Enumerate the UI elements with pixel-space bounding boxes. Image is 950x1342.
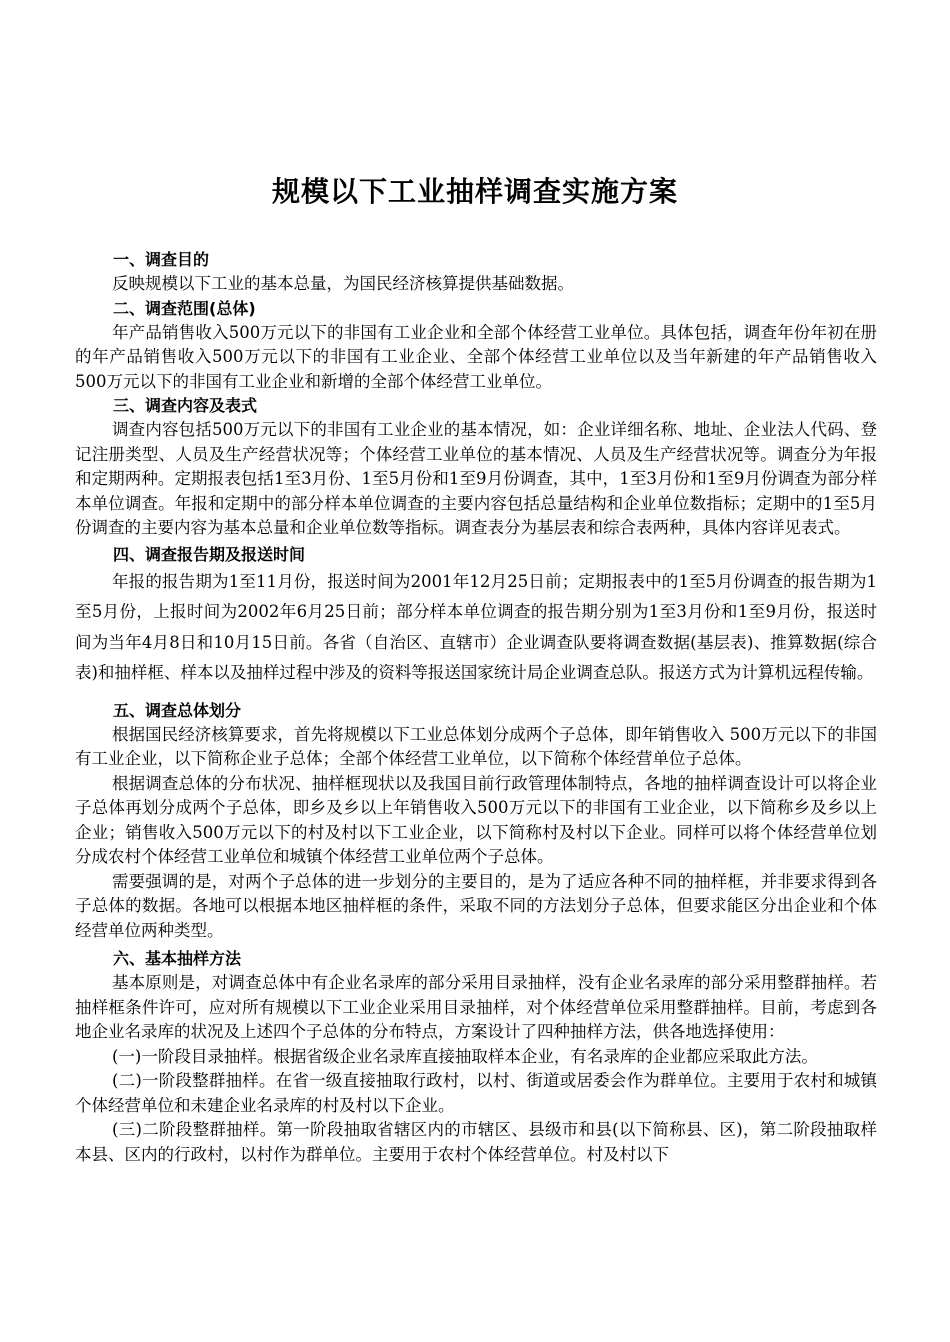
section-4 [75, 543, 877, 689]
section-heading: 五、调查总体划分 [113, 700, 242, 720]
section-paragraph: (一)一阶段目录抽样。根据省级企业名录库直接抽取样本企业，有名录库的企业都应采取此方法。 [112, 1046, 818, 1066]
section-2 [75, 297, 877, 395]
section-heading: 一、调查目的 [113, 250, 210, 269]
section-3 [75, 394, 877, 541]
section-paragraph: 基本原则是，对调查总体中有企业名录库的部分采用目录抽样，没有企业名录库的部分采用整群抽样。若抽样框条件许可，应对所有规模以下工业企业采用目录抽样，对个体经营单位采用整群抽样。目前，考虑到各地企业名录库的状况及上述四个子总体的分布特点，方案设计了四种抽样方法，供各地选择使用： [75, 973, 877, 1041]
section-paragraph: (三)二阶段整群抽样。第一阶段抽取省辖区内的市辖区、县级市和县(以下简称县、区)，第二阶段抽取样本县、区内的行政村，以村作为群单位。主要用于农村个体经营单位。村及村以下 [75, 1120, 877, 1164]
section-paragraph: 需要强调的是，对两个子总体的进一步划分的主要目的，是为了适应各种不同的抽样框，并非要求得到各子总体的数据。各地可以根据本地区抽样框的条件，采取不同的方法划分子总体，但要求能区分出企业和个体经营单位两种类型。 [75, 871, 877, 940]
section-paragraph: 反映规模以下工业的基本总量，为国民经济核算提供基础数据。 [112, 274, 574, 293]
section-heading: 二、调查范围(总体) [113, 298, 256, 318]
section-5 [75, 699, 877, 944]
section-6 [75, 947, 877, 1167]
document-title: 规模以下工业抽样调查实施方案 [271, 175, 678, 208]
section-paragraph: 年产品销售收入500万元以下的非国有工业企业和全部个体经营工业单位。具体包括，调查年份年初在册的年产品销售收入500万元以下的非国有工业企业、全部个体经营工业单位以及当年新建的年产品销售收入500万元以下的非国有工业企业和新增的全部个体经营工业单位。 [75, 322, 877, 391]
section-paragraph: 年报的报告期为1至11月份，报送时间为2001年12月25日前；定期报表中的1至5月份调查的报告期为1至5月份，上报时间为2002年6月25日前；部分样本单位调查的报告期分别为1至3月份和1至9月份，报送时间为当年4月8日和10月15日前。各省（自治区、直辖市）企业调查队要将调查数据(基层表)、推算数据(综合表)和抽样框、样本以及抽样过程中涉及的资料等报送国家统计局企业调查总队。报送方式为计算机远程传输。 [75, 571, 877, 682]
section-heading: 四、调查报告期及报送时间 [113, 544, 306, 564]
section-heading: 三、调查内容及表式 [113, 396, 258, 415]
section-paragraph: 调查内容包括500万元以下的非国有工业企业的基本情况，如：企业详细名称、地址、企业法人代码、登记注册类型、人员及生产经营状况等；个体经营工业单位的基本情况、人员及生产经营状况等。调查分为年报和定期两种。定期报表包括1至3月份、1至5月份和1至9月份调查，其中，1至3月份和1至9月份调查为部分样本单位调查。年报和定期中的部分样本单位调查的主要内容包括总量结构和企业单位数指标；定期中的1至5月份调查的主要内容为基本总量和企业单位数等指标。调查表分为基层表和综合表两种，具体内容详见表式。 [75, 420, 877, 537]
section-paragraph: 根据国民经济核算要求，首先将规模以下工业总体划分成两个子总体，即年销售收入 500万元以下的非国有工业企业，以下简称企业子总体；全部个体经营工业单位，以下简称个体经营单位子总体。 [75, 724, 877, 768]
document-body [75, 248, 877, 1167]
section-paragraph: (二)一阶段整群抽样。在省一级直接抽取行政村，以村、街道或居委会作为群单位。主要用于农村和城镇个体经营单位和未建企业名录库的村及村以下企业。 [75, 1071, 877, 1115]
section-heading: 六、基本抽样方法 [113, 949, 242, 968]
section-paragraph: 根据调查总体的分布状况、抽样框现状以及我国目前行政管理体制特点，各地的抽样调查设计可以将企业子总体再划分成两个子总体，即乡及乡以上年销售收入500万元以下的非国有工业企业，以下简称乡及乡以上企业；销售收入500万元以下的村及村以下工业企业，以下简称村及村以下企业。同样可以将个体经营单位划分成农村个体经营工业单位和城镇个体经营工业单位两个子总体。 [75, 773, 877, 866]
section-1 [75, 248, 877, 297]
